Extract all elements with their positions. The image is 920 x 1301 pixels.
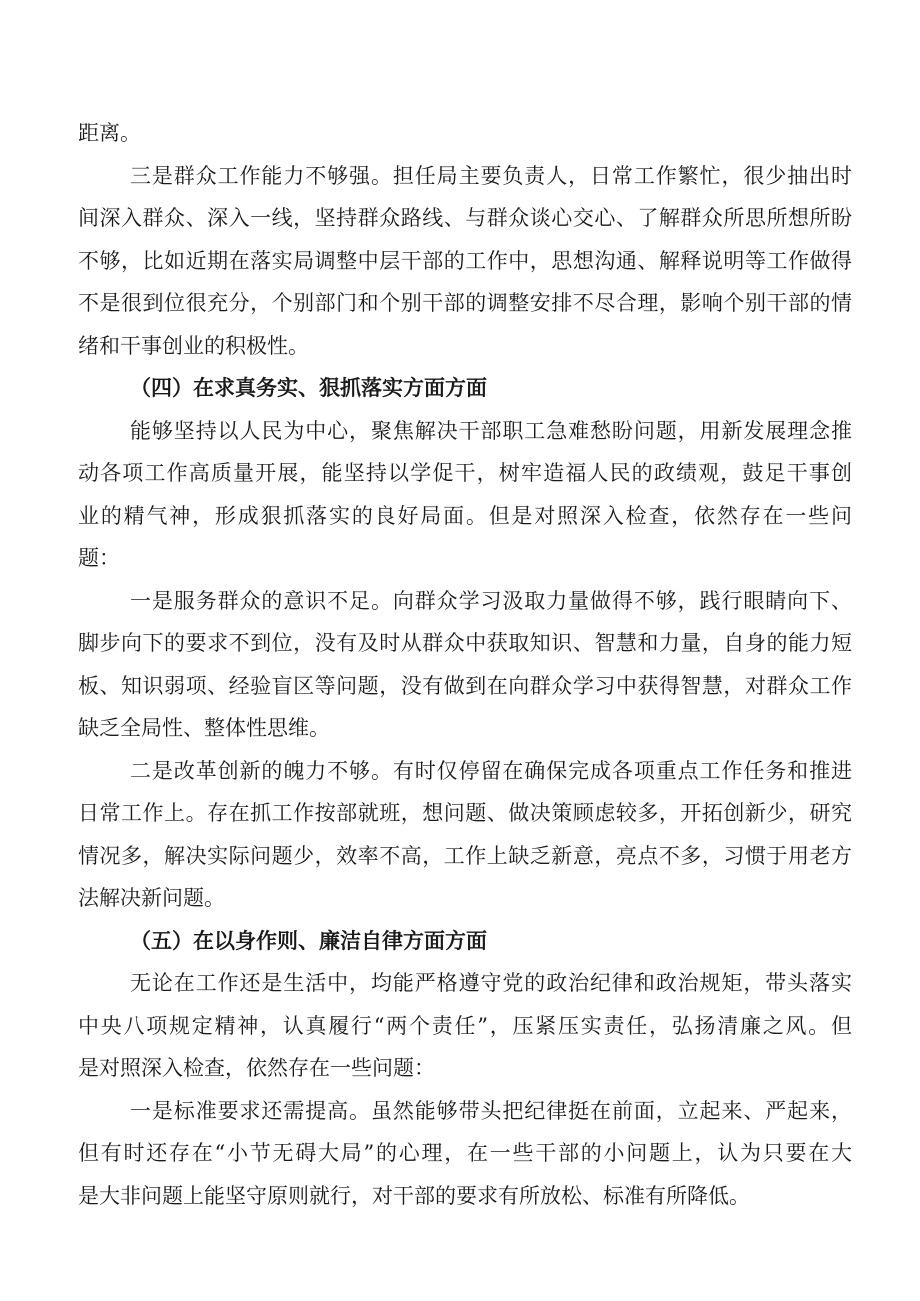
text-line: 不是很到位很充分，个别部门和个别干部的调整安排不尽合理，影响个别干部的情 xyxy=(78,291,852,315)
paragraph-item-2 xyxy=(78,750,852,920)
text-line: 脚步向下的要求不到位，没有及时从群众中获取知识、智慧和力量，自身的能力短 xyxy=(78,631,852,655)
text-line: 间深入群众、深入一线，坚持群众路线、与群众谈心交心、了解群众所思所想所盼 xyxy=(78,206,852,230)
text-line: 是大非问题上能坚守原则就行，对干部的要求有所放松、标准有所降低。 xyxy=(78,1183,750,1208)
paragraph-intro-5 xyxy=(78,962,852,1090)
text-line: 二是改革创新的魄力不够。有时仅停留在确保完成各项重点工作任务和推进 xyxy=(130,758,852,783)
text-line: 中央八项规定精神，认真履行“两个责任”，压紧压实责任，弘扬清廉之风。但 xyxy=(78,1013,852,1038)
text-line: 不够，比如近期在落实局调整中层干部的工作中，思想沟通、解释说明等工作做得 xyxy=(78,248,852,273)
text-line: 情况多，解决实际问题少，效率不高，工作上缺乏新意，亮点不多，习惯于用老方 xyxy=(78,843,852,868)
section-heading-5: （五）在以身作则、廉洁自律方面方面 xyxy=(130,928,487,953)
text-line: 一是标准要求还需提高。虽然能够带头把纪律挺在前面，立起来、严起来， xyxy=(130,1098,852,1123)
paragraph-item-1 xyxy=(78,580,852,750)
text-line: 缺乏全局性、整体性思维。 xyxy=(78,716,330,740)
text-line: 绪和干事创业的积极性。 xyxy=(78,333,309,358)
paragraph-item-1-section-5 xyxy=(78,1090,852,1218)
text-line: 日常工作上。存在抓工作按部就班，想问题、做决策顾虑较多，开拓创新少，研究 xyxy=(78,801,852,825)
text-line: 题： xyxy=(78,546,120,570)
text-line: 是对照深入检查，依然存在一些问题： xyxy=(78,1056,435,1080)
text-line: 能够坚持以人民为中心，聚焦解决干部职工急难愁盼问题，用新发展理念推 xyxy=(130,418,852,443)
paragraph-item-3 xyxy=(78,155,852,368)
text-line: 法解决新问题。 xyxy=(78,886,225,910)
text-line: 距离。 xyxy=(78,121,141,145)
document-page xyxy=(78,112,852,1217)
text-line: 三是群众工作能力不够强。担任局主要负责人，日常工作繁忙，很少抽出时 xyxy=(130,163,852,188)
section-heading-4: （四）在求真务实、狠抓落实方面方面 xyxy=(130,376,487,400)
paragraph-continuation xyxy=(78,112,852,155)
text-line: 一是服务群众的意识不足。向群众学习汲取力量做得不够，践行眼睛向下、 xyxy=(130,588,852,613)
text-line: 无论在工作还是生活中，均能严格遵守党的政治纪律和政治规矩，带头落实 xyxy=(130,971,852,995)
text-line: 但有时还存在“小节无碍大局”的心理，在一些干部的小问题上，认为只要在大 xyxy=(78,1141,852,1165)
paragraph-intro-4 xyxy=(78,410,852,580)
text-line: 动各项工作高质量开展，能坚持以学促干，树牢造福人民的政绩观，鼓足干事创 xyxy=(78,461,852,485)
text-line: 板、知识弱项、经验盲区等问题，没有做到在向群众学习中获得智慧，对群众工作 xyxy=(78,673,852,698)
text-line: 业的精气神，形成狠抓落实的良好局面。但是对照深入检查，依然存在一些问 xyxy=(78,503,852,528)
